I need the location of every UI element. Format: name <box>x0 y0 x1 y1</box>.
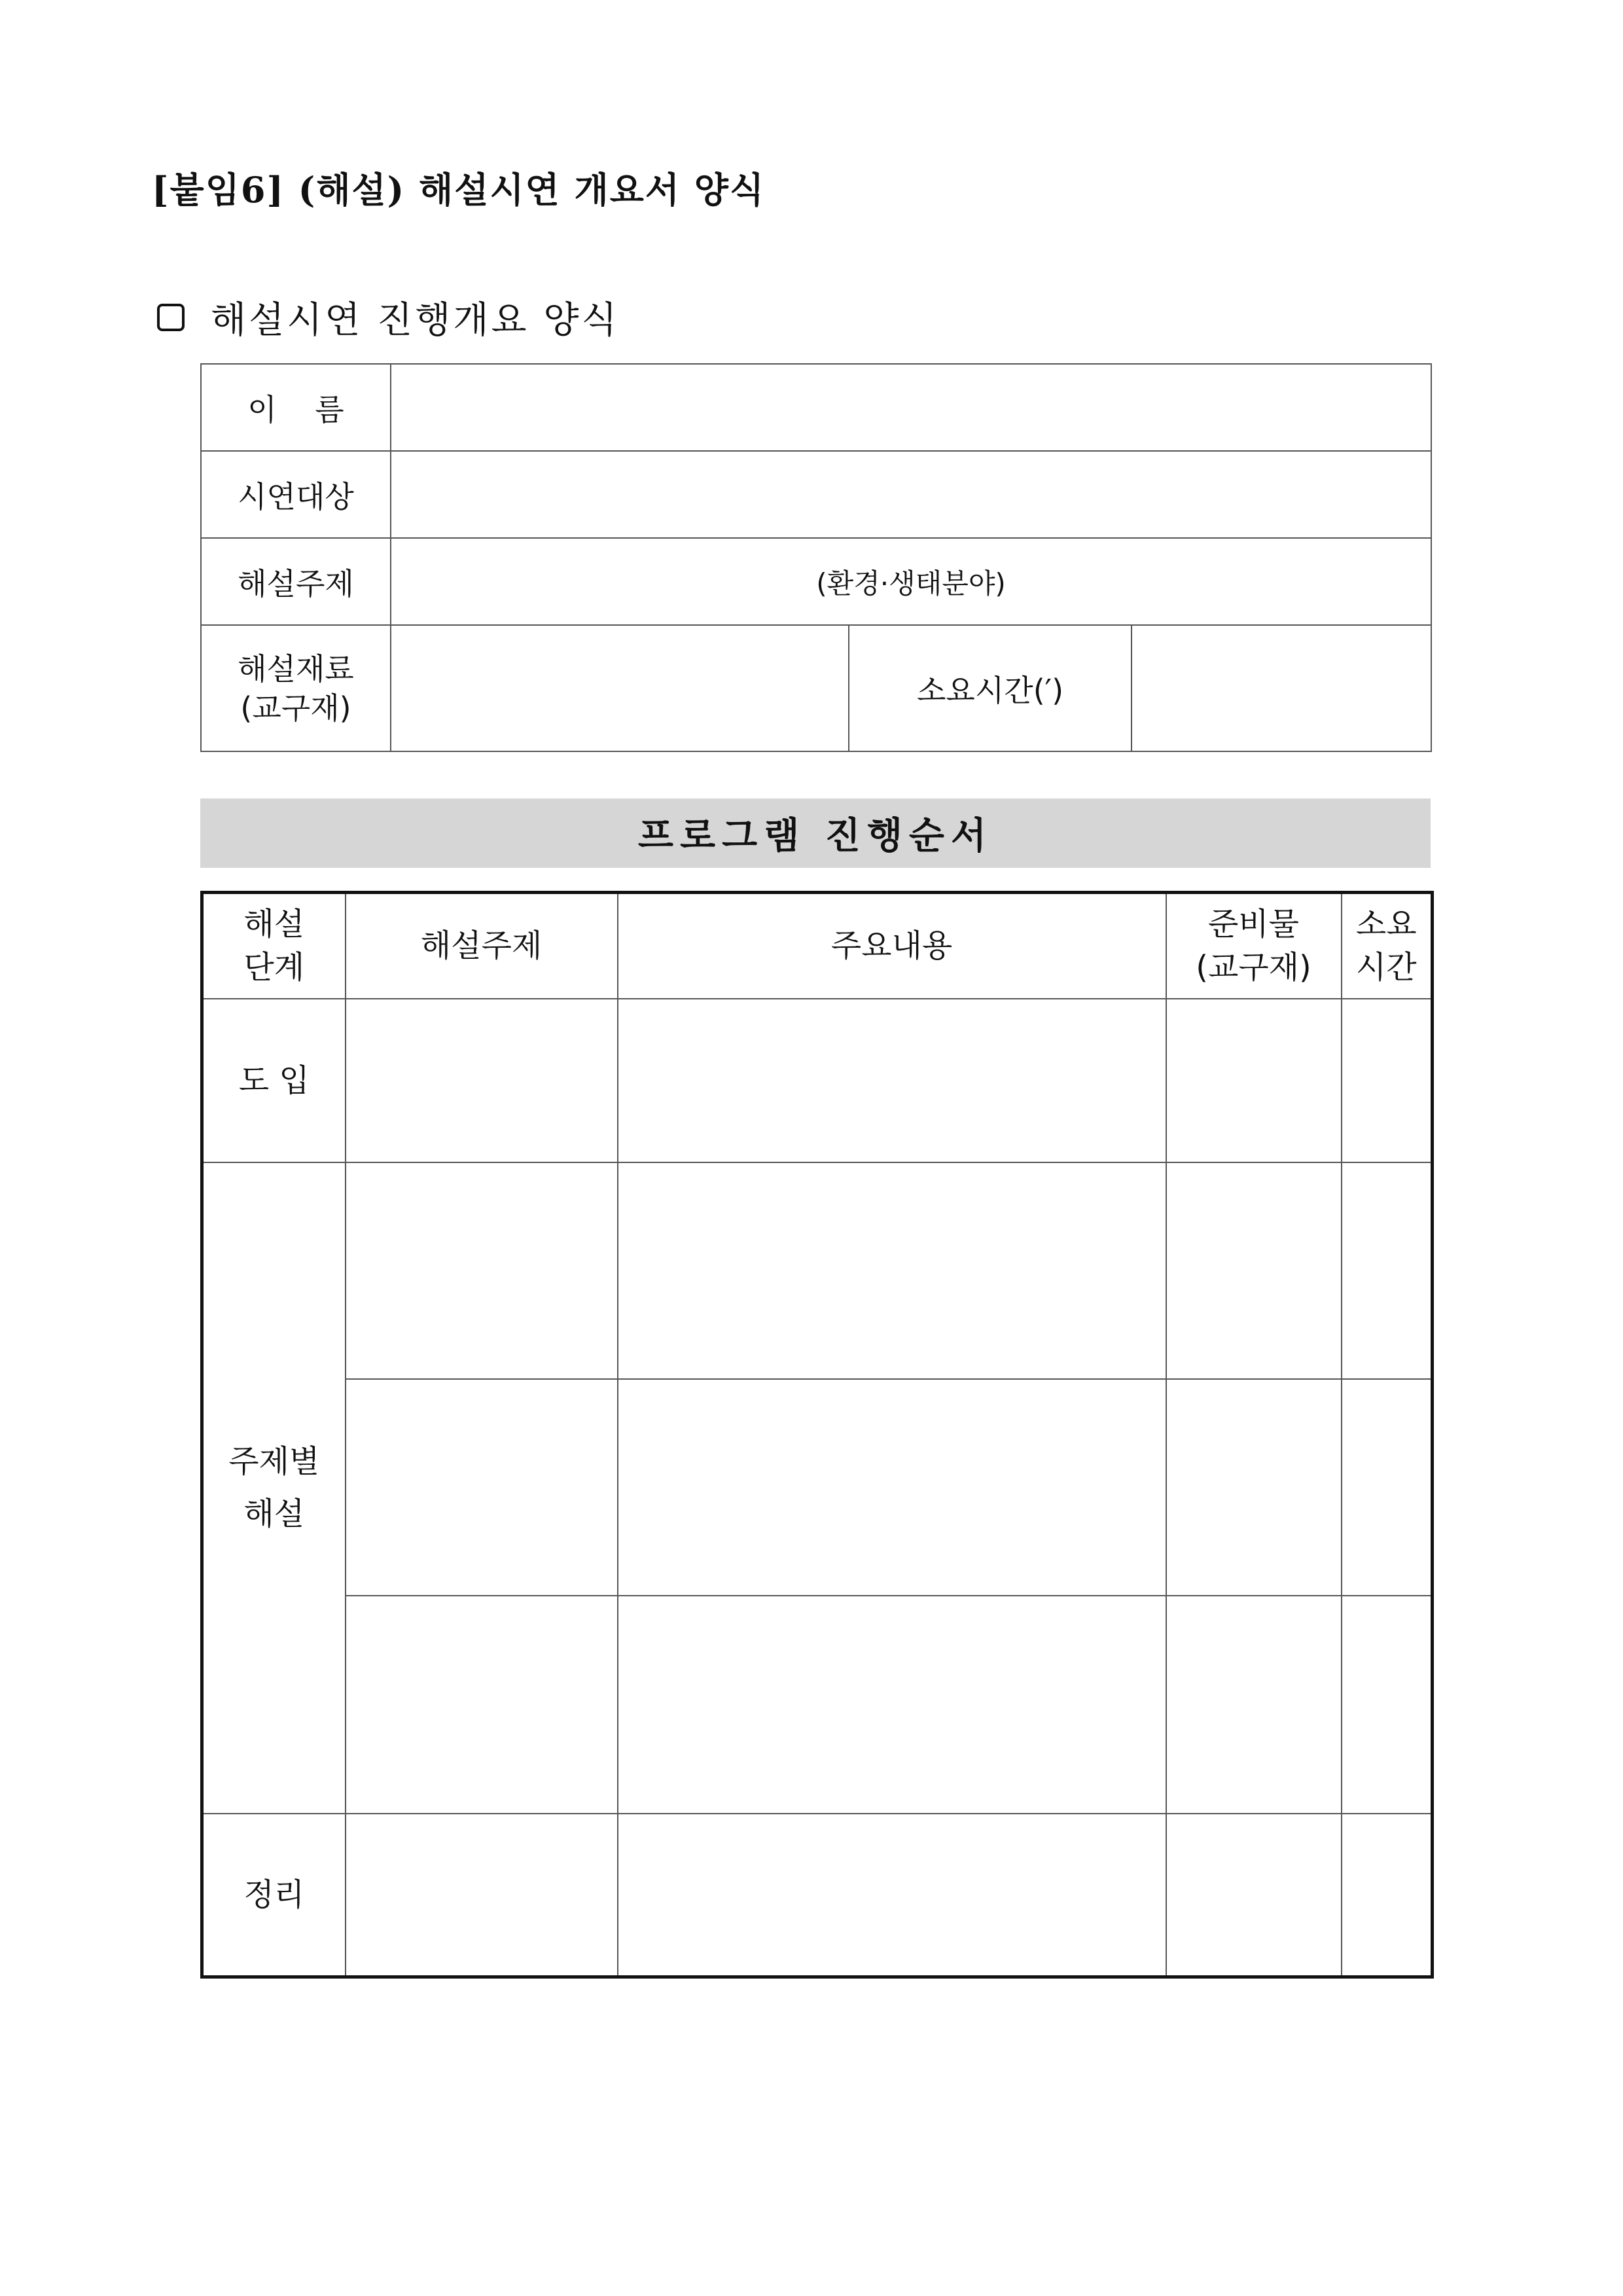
stage-by-topic: 주제별 해설 <box>202 1162 346 1814</box>
cell-materials[interactable] <box>1166 1379 1342 1596</box>
cell-time[interactable] <box>1342 1379 1433 1596</box>
cell-topic[interactable] <box>346 1379 618 1596</box>
document-title: [붙임6] (해설) 해설시연 개요서 양식 <box>152 169 766 211</box>
overview-table <box>200 363 1432 752</box>
cell-time[interactable] <box>1342 1814 1433 1977</box>
cell-materials[interactable] <box>1166 1162 1342 1379</box>
target-label: 시연대상 <box>201 451 391 538</box>
section-heading-text: 해설시연 진행개요 양식 <box>211 299 620 342</box>
program-row-topic-3 <box>202 1596 1433 1814</box>
overview-row-target <box>201 451 1431 538</box>
cell-topic[interactable] <box>346 1162 618 1379</box>
cell-topic[interactable] <box>346 999 618 1162</box>
header-time: 소요 시간 <box>1342 893 1433 999</box>
cell-materials[interactable] <box>1166 1814 1342 1977</box>
cell-topic[interactable] <box>346 1596 618 1814</box>
program-banner: 프로그램 진행순서 <box>200 798 1431 868</box>
duration-label: 소요시간(′) <box>849 625 1132 751</box>
header-topic: 해설주제 <box>346 893 618 999</box>
cell-time[interactable] <box>1342 1596 1433 1814</box>
overview-row-name <box>201 364 1431 451</box>
cell-content[interactable] <box>618 999 1166 1162</box>
overview-row-material <box>201 625 1431 751</box>
cell-content[interactable] <box>618 1814 1166 1977</box>
section-heading <box>157 291 620 344</box>
header-materials: 준비물 (교구재) <box>1166 893 1342 999</box>
program-row-wrapup <box>202 1814 1433 1977</box>
cell-content[interactable] <box>618 1596 1166 1814</box>
cell-time[interactable] <box>1342 999 1433 1162</box>
program-row-intro <box>202 999 1433 1162</box>
header-stage: 해설 단계 <box>202 893 346 999</box>
cell-content[interactable] <box>618 1162 1166 1379</box>
stage-wrap-up: 정리 <box>202 1814 346 1977</box>
name-label: 이 름 <box>201 364 391 451</box>
checkbox-icon <box>157 304 185 331</box>
program-table <box>200 891 1434 1979</box>
header-content: 주요내용 <box>618 893 1166 999</box>
stage-intro: 도 입 <box>202 999 346 1162</box>
overview-row-topic <box>201 538 1431 625</box>
cell-topic[interactable] <box>346 1814 618 1977</box>
cell-materials[interactable] <box>1166 999 1342 1162</box>
topic-field[interactable]: (환경·생태분야) <box>391 538 1431 625</box>
program-header-row <box>202 893 1433 999</box>
cell-time[interactable] <box>1342 1162 1433 1379</box>
cell-materials[interactable] <box>1166 1596 1342 1814</box>
name-field[interactable] <box>391 364 1431 451</box>
program-row-topic-1 <box>202 1162 1433 1379</box>
material-field[interactable] <box>391 625 849 751</box>
target-field[interactable] <box>391 451 1431 538</box>
material-label: 해설재료 (교구재) <box>201 625 391 751</box>
program-row-topic-2 <box>202 1379 1433 1596</box>
cell-content[interactable] <box>618 1379 1166 1596</box>
topic-label: 해설주제 <box>201 538 391 625</box>
duration-field[interactable] <box>1132 625 1431 751</box>
